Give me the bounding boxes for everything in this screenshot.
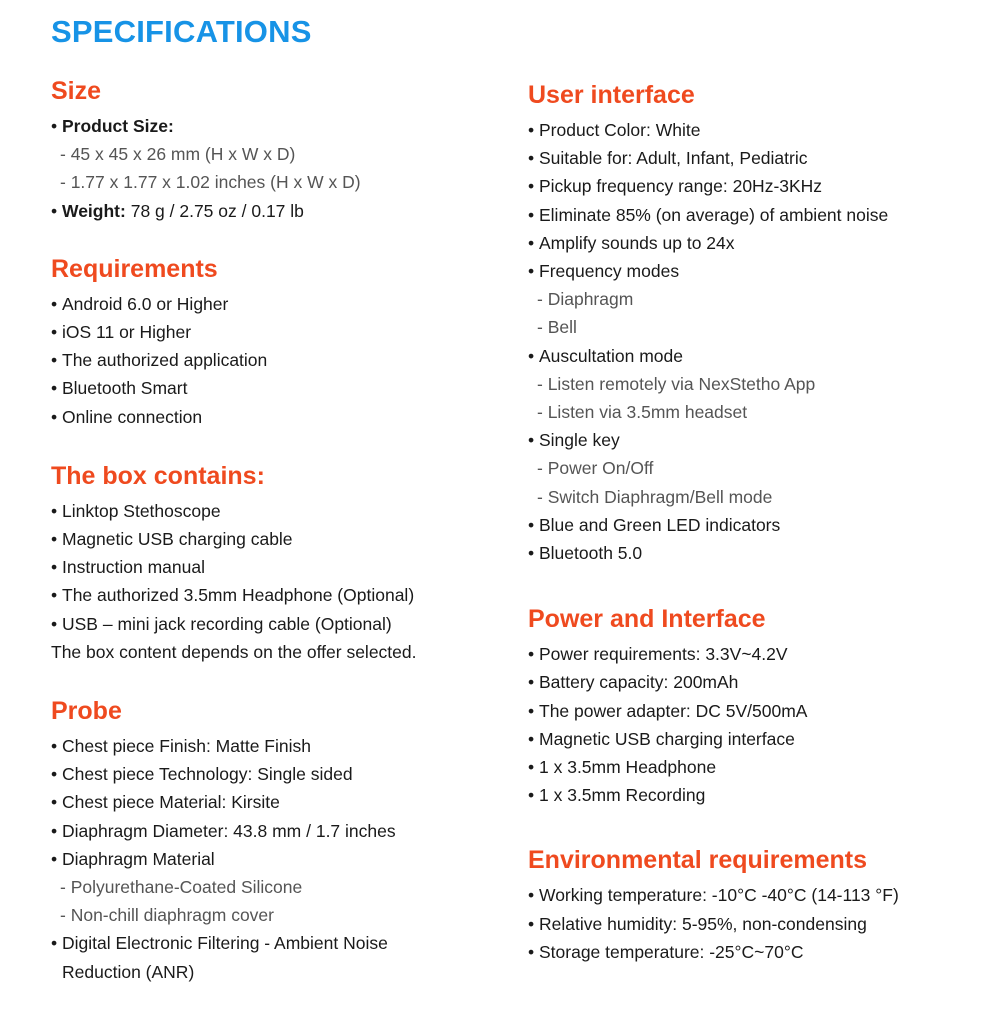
- probe-list: [51, 732, 521, 986]
- sub-item: - Polyurethane-Coated Silicone: [51, 873, 521, 901]
- weight-label: Weight:: [62, 200, 126, 221]
- page-title: SPECIFICATIONS: [51, 14, 312, 49]
- list-item: • Storage temperature: -25°C~70°C: [528, 938, 998, 966]
- list-item: • Magnetic USB charging cable: [51, 525, 521, 553]
- probe-section: [51, 696, 521, 986]
- list-item: • The authorized 3.5mm Headphone (Optional): [51, 581, 521, 609]
- user-interface-list: [528, 116, 998, 567]
- sub-item: - Bell: [528, 313, 998, 341]
- user-interface-section: [528, 80, 998, 567]
- list-item: • Digital Electronic Filtering - Ambient Noise: [51, 929, 521, 957]
- list-item: • iOS 11 or Higher: [51, 318, 521, 346]
- weight-item: [51, 197, 521, 225]
- environmental-section: [528, 845, 998, 966]
- size-section: [51, 76, 521, 225]
- list-item: • Chest piece Technology: Single sided: [51, 760, 521, 788]
- list-item: • Relative humidity: 5-95%, non-condensing: [528, 910, 998, 938]
- environmental-heading: Environmental requirements: [528, 846, 867, 875]
- list-item: • USB – mini jack recording cable (Optional): [51, 610, 521, 638]
- list-item: • 1 x 3.5mm Headphone: [528, 753, 998, 781]
- size-heading: Size: [51, 77, 102, 105]
- sub-item: - Listen via 3.5mm headset: [528, 398, 998, 426]
- list-item: • Bluetooth Smart: [51, 374, 521, 402]
- right-column: [528, 80, 998, 966]
- requirements-list: [51, 290, 521, 431]
- box-heading: The box contains:: [51, 461, 265, 490]
- list-item: • Chest piece Finish: Matte Finish: [51, 732, 521, 760]
- size-inches: - 1.77 x 1.77 x 1.02 inches (H x W x D): [51, 168, 521, 196]
- power-heading: Power and Interface: [528, 605, 766, 634]
- list-item: • The power adapter: DC 5V/500mA: [528, 697, 998, 725]
- power-list: [528, 640, 998, 809]
- list-item: • Linktop Stethoscope: [51, 497, 521, 525]
- list-item: • Power requirements: 3.3V~4.2V: [528, 640, 998, 668]
- box-note: The box content depends on the offer selected.: [51, 641, 417, 662]
- list-item: • Amplify sounds up to 24x: [528, 229, 998, 257]
- requirements-heading: Requirements: [51, 254, 218, 283]
- list-item: • Working temperature: -10°C -40°C (14-113 °F): [528, 881, 998, 909]
- list-item: • Blue and Green LED indicators: [528, 511, 998, 539]
- box-list: [51, 497, 521, 666]
- list-item: • Bluetooth 5.0: [528, 539, 998, 567]
- power-interface-section: [528, 604, 998, 809]
- list-item: • Pickup frequency range: 20Hz-3KHz: [528, 172, 998, 200]
- size-list: [51, 112, 521, 225]
- list-item: • 1 x 3.5mm Recording: [528, 781, 998, 809]
- list-item: • The authorized application: [51, 346, 521, 374]
- sub-item: - Non-chill diaphragm cover: [51, 901, 521, 929]
- list-item: • Diaphragm Diameter: 43.8 mm / 1.7 inches: [51, 817, 521, 845]
- probe-heading: Probe: [51, 697, 122, 726]
- size-mm: - 45 x 45 x 26 mm (H x W x D): [51, 140, 521, 168]
- list-item: • Auscultation mode: [528, 342, 998, 370]
- list-item: • Battery capacity: 200mAh: [528, 668, 998, 696]
- sub-item: - Switch Diaphragm/Bell mode: [528, 483, 998, 511]
- list-item: • Eliminate 85% (on average) of ambient noise: [528, 201, 998, 229]
- left-column: [51, 76, 521, 986]
- list-item: • Suitable for: Adult, Infant, Pediatric: [528, 144, 998, 172]
- list-item: • Online connection: [51, 403, 521, 431]
- requirements-section: [51, 254, 521, 431]
- list-item: • Chest piece Material: Kirsite: [51, 788, 521, 816]
- sub-item: - Power On/Off: [528, 454, 998, 482]
- environmental-list: [528, 881, 998, 966]
- product-size-item: [51, 112, 521, 140]
- user-interface-heading: User interface: [528, 81, 695, 109]
- list-item: • Instruction manual: [51, 553, 521, 581]
- list-item: • Product Color: White: [528, 116, 998, 144]
- list-item: • Diaphragm Material: [51, 845, 521, 873]
- list-item: • Frequency modes: [528, 257, 998, 285]
- sub-item: - Diaphragm: [528, 285, 998, 313]
- box-contents-section: [51, 461, 521, 666]
- weight-value: 78 g / 2.75 oz / 0.17 lb: [125, 200, 304, 221]
- product-size-label: Product Size:: [62, 116, 174, 136]
- list-item: • Magnetic USB charging interface: [528, 725, 998, 753]
- list-item: • Single key: [528, 426, 998, 454]
- list-item: • Android 6.0 or Higher: [51, 290, 521, 318]
- list-item-continuation: Reduction (ANR): [62, 961, 195, 982]
- sub-item: - Listen remotely via NexStetho App: [528, 370, 998, 398]
